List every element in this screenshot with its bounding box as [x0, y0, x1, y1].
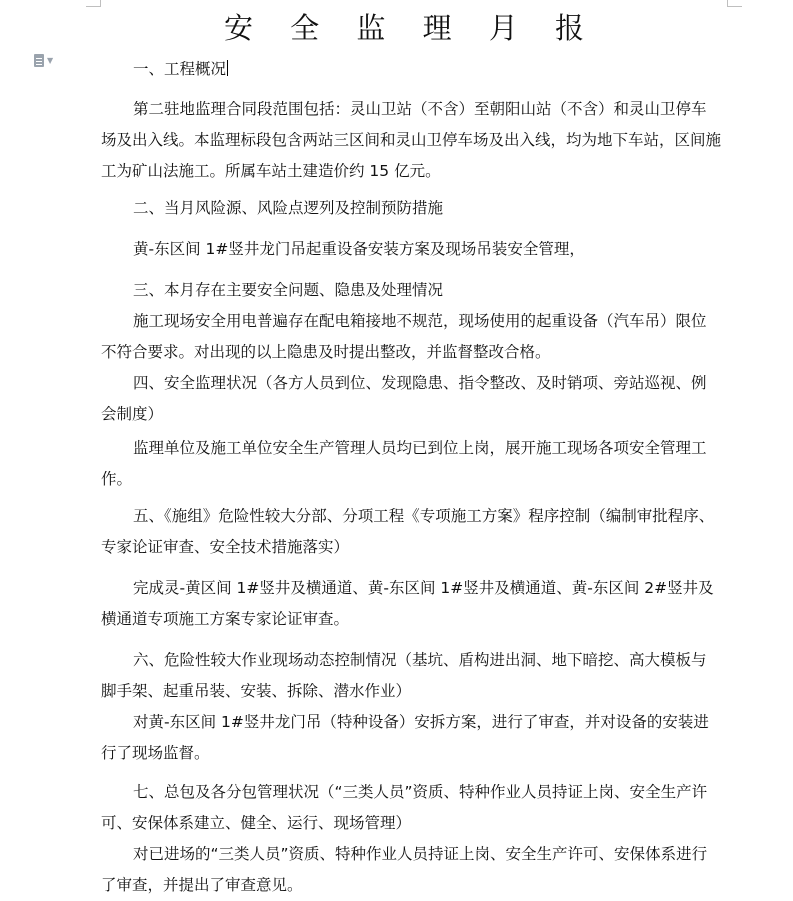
section-heading-4: 四、安全监理状况（各方人员到位、发现隐患、指令整改、及时销项、旁站巡视、例会制度） [101, 374, 707, 423]
paragraph: 完成灵-黄区间 1#竖井及横通道、黄-东区间 1#竖井及横通道、黄-东区间 2#竖井及横通道专项施工方案专家论证审查。 [101, 579, 714, 628]
paragraph: 对已进场的“三类人员”资质、特种作业人员持证上岗、安全生产许可、安保体系进行了审查，并提出了审查意见。 [101, 845, 708, 894]
text-cursor [227, 60, 228, 76]
paragraph: 对黄-东区间 1#竖井龙门吊（特种设备）安拆方案，进行了审查，并对设备的安装进行了现场监督。 [101, 713, 709, 762]
section-heading-1: 一、工程概况 [133, 60, 227, 78]
document-menu[interactable] [34, 54, 53, 67]
document-icon [34, 54, 44, 67]
section-heading-3: 三、本月存在主要安全问题、隐患及处理情况 [133, 281, 444, 299]
paragraph: 第二驻地监理合同段范围包括：灵山卫站（不含）至朝阳山站（不含）和灵山卫停车场及出入线。本监理标段包含两站三区间和灵山卫停车场及出入线，均为地下车站，区间施工为矿山法施工。所属车站土建造价约 15 亿元。 [101, 100, 722, 180]
document-title: 安 全 监 理 月 报 [223, 11, 599, 45]
chevron-down-icon: ▼ [47, 56, 54, 65]
section-heading-7: 七、总包及各分包管理状况（“三类人员”资质、特种作业人员持证上岗、安全生产许可、安保体系建立、健全、运行、现场管理） [101, 783, 708, 832]
section-heading-5: 五、《施组》危险性较大分部、分项工程《专项施工方案》程序控制（编制审批程序、专家论证审查、安全技术措施落实） [101, 507, 715, 556]
paragraph: 黄-东区间 1#竖井龙门吊起重设备安装方案及现场吊装安全管理， [133, 240, 585, 258]
paragraph: 施工现场安全用电普遍存在配电箱接地不规范，现场使用的起重设备（汽车吊）限位不符合要求。对出现的以上隐患及时提出整改，并监督整改合格。 [101, 312, 707, 361]
section-heading-6: 六、危险性较大作业现场动态控制情况（基坑、盾构进出洞、地下暗挖、高大模板与脚手架、起重吊装、安装、拆除、潜水作业） [101, 651, 707, 700]
page-corner-mark-left [86, 0, 101, 7]
section-heading-2: 二、当月风险源、风险点逻列及控制预防措施 [133, 199, 444, 217]
paragraph: 监理单位及施工单位安全生产管理人员均已到位上岗，展开施工现场各项安全管理工作。 [101, 439, 707, 488]
document-page[interactable] [101, 0, 721, 901]
page-corner-mark-right [727, 0, 742, 7]
